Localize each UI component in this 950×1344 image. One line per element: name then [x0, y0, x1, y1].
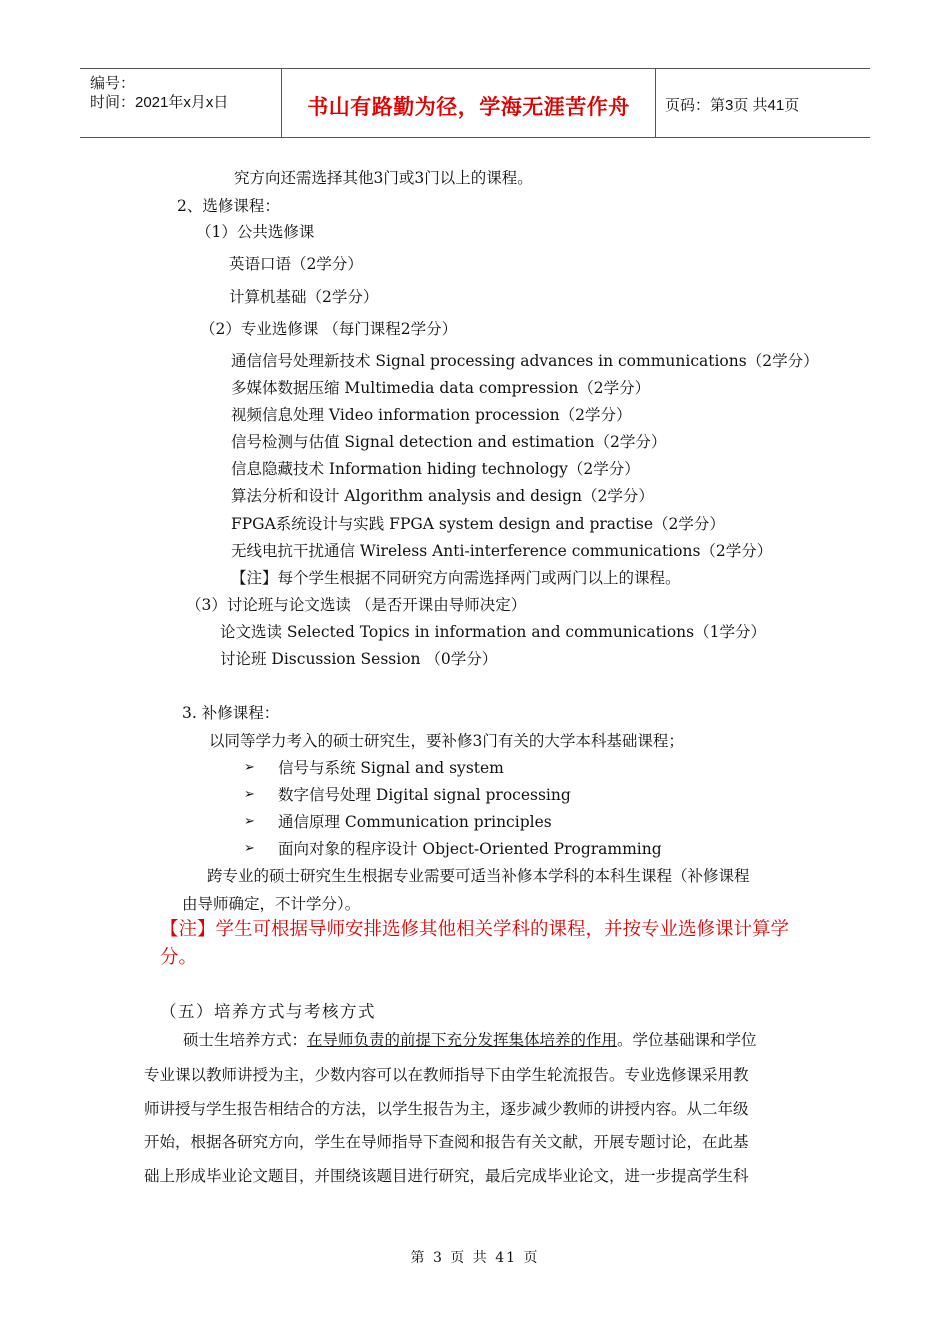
course-item: 论文选读 Selected Topics in information and communications（1学分）: [220, 623, 766, 641]
section-heading-electives: 2、选修课程：: [177, 197, 280, 215]
document-time-label: 时间：2021年x月x日: [90, 94, 229, 111]
cross-major-note-cont: 由导师确定，不计学分）。: [182, 895, 361, 913]
training-paragraph-line: 师讲授与学生报告相结合的方法，以学生报告为主，逐步减少教师的讲授内容。从二年级: [144, 1100, 749, 1118]
header-motto: 书山有路勤为径，学海无涯苦作舟: [307, 96, 630, 119]
subheading-public-electives: （1）公共选修课: [196, 223, 315, 241]
remedial-intro: 以同等学力考入的硕士研究生，要补修3门有关的大学本科基础课程；: [209, 732, 684, 750]
training-paragraph-line: 开始，根据各研究方向，学生在导师指导下查阅和报告有关文献，开展专题讨论，在此基: [144, 1133, 749, 1151]
remedial-course-item: 数字信号处理 Digital signal processing: [278, 786, 571, 804]
arrow-bullet-icon: ➢: [244, 787, 255, 802]
red-note: 【注】学生可根据导师安排选修其他相关学科的课程，并按专业选修课计算学: [160, 919, 790, 940]
training-text: 。学位基础课和学位: [617, 1031, 757, 1049]
cross-major-note: 跨专业的硕士研究生生根据专业需要可适当补修本学科的本科生课程（补修课程: [207, 867, 750, 885]
training-label: 硕士生培养方式：: [183, 1031, 308, 1049]
arrow-bullet-icon: ➢: [244, 760, 255, 775]
course-item: 信息隐藏技术 Information hiding technology（2学分）: [231, 460, 640, 478]
header-page-cell: [655, 69, 870, 137]
page-footer: 第 3 页 共 41 页: [410, 1250, 540, 1266]
course-item: FPGA系统设计与实践 FPGA system design and practise（2学分）: [231, 515, 725, 533]
arrow-bullet-icon: ➢: [244, 814, 255, 829]
header-motto-cell: [281, 69, 656, 137]
course-item: 计算机基础（2学分）: [229, 288, 379, 306]
remedial-course-item: 面向对象的程序设计 Object-Oriented Programming: [278, 840, 662, 858]
page-header: [80, 68, 870, 138]
arrow-bullet-icon: ➢: [244, 841, 255, 856]
header-page-number: 页码：第3页 共41页: [665, 97, 800, 114]
remedial-course-item: 信号与系统 Signal and system: [278, 759, 504, 777]
header-left-cell: [80, 69, 280, 137]
training-paragraph-line: 专业课以教师讲授为主，少数内容可以在教师指导下由学生轮流报告。专业选修课采用教: [144, 1066, 749, 1084]
training-paragraph-line: [183, 1030, 757, 1050]
underlined-phrase: 在导师负责的前提下充分发挥集体培养的作用: [307, 1031, 618, 1049]
course-item: 信号检测与估值 Signal detection and estimation（2学分）: [231, 433, 667, 451]
note-electives: 【注】每个学生根据不同研究方向需选择两门或两门以上的课程。: [231, 569, 681, 587]
subheading-major-electives: （2）专业选修课 （每门课程2学分）: [200, 320, 458, 338]
course-item: 算法分析和设计 Algorithm analysis and design（2学分）: [231, 487, 654, 505]
section-heading-training: （五）培养方式与考核方式: [160, 1002, 376, 1021]
course-item: 无线电抗干扰通信 Wireless Anti-interference communications（2学分）: [231, 542, 773, 560]
training-paragraph-line: 础上形成毕业论文题目，并围绕该题目进行研究，最后完成毕业论文，进一步提高学生科: [144, 1167, 749, 1185]
continued-sentence: 究方向还需选择其他3门或3门以上的课程。: [234, 169, 533, 187]
course-item: 多媒体数据压缩 Multimedia data compression（2学分）: [231, 379, 651, 397]
course-item: 视频信息处理 Video information procession（2学分）: [231, 406, 632, 424]
section-heading-remedial: 3. 补修课程：: [182, 704, 280, 722]
course-item: 讨论班 Discussion Session （0学分）: [220, 650, 498, 668]
remedial-course-item: 通信原理 Communication principles: [278, 813, 552, 831]
subheading-seminar: （3）讨论班与论文选读 （是否开课由导师决定）: [186, 596, 527, 614]
document-number-label: 编号：: [90, 75, 136, 92]
red-note-cont: 分。: [160, 947, 198, 968]
course-item: 通信信号处理新技术 Signal processing advances in communications（2学分）: [231, 352, 819, 370]
course-item: 英语口语（2学分）: [229, 255, 363, 273]
